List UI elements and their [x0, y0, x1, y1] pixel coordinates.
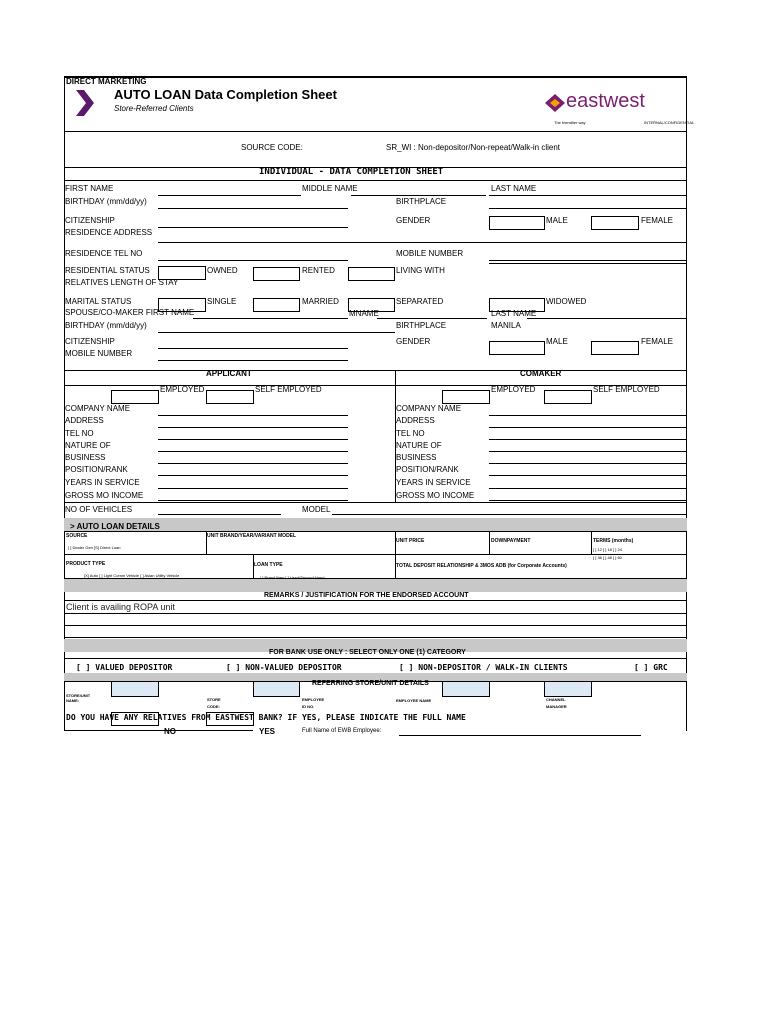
comaker-gross-field[interactable] [489, 500, 686, 501]
product-type-label: PRODUCT TYPE [66, 561, 106, 567]
residence-address-field[interactable] [158, 242, 686, 243]
female-label: FEMALE [641, 216, 674, 225]
spouse-first-name-label: SPOUSE/CO-MAKER FIRST NAME [65, 308, 195, 317]
source-options[interactable]: [ ] Dealer Gen [S] Direct Loan [68, 545, 121, 550]
comaker-years-field[interactable] [489, 488, 686, 489]
spouse-mname-field[interactable] [377, 318, 487, 319]
applicant-employed-label: EMPLOYED [160, 385, 205, 394]
total-deposit-label: TOTAL DEPOSIT RELATIONSHIP & 3MOS ADB (for Corporate Accounts) [396, 563, 567, 569]
grc-option[interactable]: [ ] GRC [634, 663, 668, 672]
citizenship-field[interactable] [158, 227, 348, 228]
spouse-first-name-field[interactable] [193, 318, 348, 319]
bank-use-header: FOR BANK USE ONLY : SELECT ONLY ONE (1) CATEGORY [269, 649, 466, 656]
years-service-label: YEARS IN SERVICE [65, 478, 140, 487]
address-label: ADDRESS [65, 416, 104, 425]
manager-label: MANAGER [546, 704, 567, 709]
brand-logo: eastwest [566, 90, 645, 112]
non-valued-depositor-option[interactable]: [ ] NON-VALUED DEPOSITOR [226, 663, 342, 672]
non-depositor-option[interactable]: [ ] NON-DEPOSITOR / WALK-IN CLIENTS [399, 663, 568, 672]
comaker-position-field[interactable] [489, 475, 686, 476]
brand-tagline: The friendlier way [554, 120, 586, 125]
terms-label: TERMS (months) [593, 538, 634, 544]
comaker-employed-label: EMPLOYED [491, 385, 536, 394]
cell-divider [489, 531, 490, 554]
vehicles-field[interactable] [158, 514, 281, 515]
form-title: AUTO LOAN Data Completion Sheet [114, 87, 337, 102]
business-label: BUSINESS [65, 453, 106, 462]
applicant-employed-checkbox[interactable] [111, 390, 159, 404]
gross-field[interactable] [158, 500, 348, 501]
divider [64, 613, 687, 614]
spouse-mobile-field[interactable] [158, 360, 348, 361]
eastwest-diamond-icon [544, 93, 566, 113]
comaker-nature-label: NATURE OF [396, 441, 442, 450]
tel-no-label: TEL NO [65, 429, 94, 438]
residential-status-label: RESIDENTIAL STATUS [65, 266, 150, 275]
unit-brand-label: UNIT BRAND/YEAR/VARIANT MODEL [207, 533, 297, 539]
model-field[interactable] [332, 514, 686, 515]
comaker-nature-field[interactable] [489, 451, 686, 452]
store-unit-label: STORE/UNIT [66, 693, 91, 698]
applicant-self-employed-checkbox[interactable] [206, 390, 254, 404]
married-label: MARRIED [302, 297, 339, 306]
chevron-logo-icon [74, 88, 96, 118]
bottom-border [64, 730, 253, 731]
employee-name-label: EMPLOYEE NAME [396, 698, 432, 703]
relatives-yes-label: YES [259, 727, 276, 736]
years-field[interactable] [158, 488, 348, 489]
residence-tel-label: RESIDENCE TEL NO [65, 249, 143, 258]
relatives-question: DO YOU HAVE ANY RELATIVES FROM EASTWEST BANK? IF YES, PLEASE INDICATE THE FULL NAME [66, 713, 466, 722]
comaker-company-field[interactable] [489, 415, 686, 416]
employee-label: EMPLOYEE [302, 697, 325, 702]
employee-name-field[interactable] [442, 681, 490, 697]
applicant-self-employed-label: SELF EMPLOYED [255, 385, 322, 394]
divider [64, 625, 687, 626]
full-name-field[interactable] [399, 735, 641, 736]
living-with-checkbox[interactable] [348, 267, 395, 281]
name-label: NAME: [66, 698, 80, 703]
tel-no-field[interactable] [158, 439, 348, 440]
living-with-field[interactable] [489, 263, 686, 264]
model-label: MODEL [302, 505, 331, 514]
comaker-position-label: POSITION/RANK [396, 465, 459, 474]
position-label: POSITION/RANK [65, 465, 128, 474]
male-checkbox[interactable] [489, 216, 545, 230]
right-border [686, 76, 687, 731]
valued-depositor-option[interactable]: [ ] VALUED DEPOSITOR [76, 663, 173, 672]
division-label: DIRECT MARKETING [66, 77, 147, 86]
married-checkbox[interactable] [253, 298, 300, 312]
comaker-employed-checkbox[interactable] [442, 390, 490, 404]
store-code-field[interactable] [253, 681, 300, 697]
relatives-no-checkbox[interactable] [111, 712, 159, 726]
divider [64, 502, 687, 503]
spouse-male-checkbox[interactable] [489, 341, 545, 355]
top-border [64, 76, 687, 78]
address-field[interactable] [158, 427, 348, 428]
gross-income-label: GROSS MO INCOME [65, 491, 144, 500]
code-label: CODE: [207, 704, 220, 709]
divider [64, 131, 687, 132]
comaker-self-employed-label: SELF EMPLOYED [593, 385, 660, 394]
spouse-last-name-label: LAST NAME [491, 309, 537, 318]
last-name-field[interactable] [489, 195, 686, 196]
spouse-birthplace-value: MANILA [491, 321, 521, 330]
comaker-address-label: ADDRESS [396, 416, 435, 425]
store-unit-name-field[interactable] [111, 681, 159, 697]
comaker-tel-label: TEL NO [396, 429, 425, 438]
spouse-gender-label: GENDER [396, 337, 431, 346]
single-label: SINGLE [207, 297, 237, 306]
divider [64, 637, 687, 638]
female-checkbox[interactable] [591, 216, 639, 230]
spouse-birthday-field[interactable] [158, 332, 395, 333]
spouse-citizenship-field[interactable] [158, 348, 348, 349]
channel-manager-field[interactable] [544, 681, 592, 697]
separated-label: SEPARATED [396, 297, 444, 306]
spouse-citizenship-label: CITIZENSHIP [65, 337, 115, 346]
spouse-female-label: FEMALE [641, 337, 674, 346]
divider [64, 600, 687, 601]
store-label: STORE [207, 697, 221, 702]
id-no-label: ID NO. [302, 704, 315, 709]
spouse-birthplace-label: BIRTHPLACE [396, 321, 447, 330]
birthday-field[interactable] [158, 208, 348, 209]
widowed-label: WIDOWED [546, 297, 587, 306]
birthplace-label: BIRTHPLACE [396, 197, 447, 206]
remarks-header: REMARKS / JUSTIFICATION FOR THE ENDORSED ACCOUNT [264, 592, 469, 599]
company-name-label: COMPANY NAME [65, 404, 131, 413]
comaker-self-employed-checkbox[interactable] [544, 390, 592, 404]
source-code-value: SR_WI : Non-depositor/Non-repeat/Walk-in client [386, 143, 560, 152]
spouse-mname-label: MNAME [349, 309, 379, 318]
nature-field[interactable] [158, 451, 348, 452]
loan-type-label: LOAN TYPE [254, 562, 283, 568]
male-label: MALE [546, 216, 568, 225]
business-field[interactable] [158, 463, 348, 464]
channel-label: CHANNEL [546, 697, 566, 702]
section-title: INDIVIDUAL - DATA COMPLETION SHEET [259, 167, 444, 177]
comaker-gross-label: GROSS MO INCOME [396, 491, 475, 500]
company-name-field[interactable] [158, 415, 348, 416]
comaker-business-label: BUSINESS [396, 453, 437, 462]
terms-row-2[interactable]: [ ] 36 [ ] 48 [ ] 60 [593, 555, 622, 560]
divider [64, 180, 687, 181]
divider [64, 531, 687, 532]
position-field[interactable] [158, 475, 348, 476]
middle-name-field[interactable] [351, 195, 486, 196]
comaker-business-field[interactable] [489, 463, 686, 464]
rented-label: RENTED [302, 266, 335, 275]
marital-status-label: MARITAL STATUS [65, 297, 132, 306]
comaker-company-label: COMPANY NAME [396, 404, 462, 413]
divider [64, 554, 687, 555]
owned-label: OWNED [207, 266, 238, 275]
cell-divider [206, 531, 207, 554]
residence-address-label: RESIDENCE ADDRESS [65, 228, 153, 237]
referring-header: REFERRING STORE/UNIT DETAILS [312, 680, 429, 687]
first-name-field[interactable] [158, 195, 301, 196]
divider [64, 370, 687, 371]
last-name-label: LAST NAME [491, 184, 537, 193]
spouse-mobile-label: MOBILE NUMBER [65, 349, 133, 358]
classification-label: INTERNAL/CONFIDENTIAL [644, 120, 695, 125]
spouse-last-name-field[interactable] [527, 318, 686, 319]
spouse-birthday-label: BIRTHDAY (mm/dd/yy) [65, 321, 147, 330]
nature-of-label: NATURE OF [65, 441, 111, 450]
divider [64, 658, 687, 659]
unit-price-label: UNIT PRICE [396, 538, 425, 544]
vehicles-label: NO OF VEHICLES [65, 505, 133, 514]
comaker-tel-field[interactable] [489, 439, 686, 440]
relatives-yes-checkbox[interactable] [206, 712, 254, 726]
cell-divider [591, 531, 592, 554]
comaker-header: COMAKER [520, 369, 562, 378]
residence-tel-field[interactable] [158, 260, 348, 261]
living-with-label: LIVING WITH [396, 266, 445, 275]
citizenship-label: CITIZENSHIP [65, 216, 115, 225]
divider [64, 578, 687, 579]
source-label: SOURCE [66, 533, 88, 539]
birthday-label: BIRTHDAY (mm/dd/yy) [65, 197, 147, 206]
terms-row-1[interactable]: [ ] 12 [ ] 18 [ ] 24 [593, 547, 622, 552]
full-name-label: Full Name of EWB Employee: [302, 728, 382, 734]
rented-checkbox[interactable] [253, 267, 300, 281]
spouse-female-checkbox[interactable] [591, 341, 639, 355]
product-type-options[interactable]: [X] Auto [ ] Light Comm Vehicle [ ] Asian Utility Vehicle [84, 573, 180, 578]
remarks-text[interactable]: Client is availing ROPA unit [66, 602, 175, 612]
spouse-male-label: MALE [546, 337, 568, 346]
middle-name-label: MIDDLE NAME [302, 184, 358, 193]
birthplace-field[interactable] [489, 208, 686, 209]
mobile-number-label: MOBILE NUMBER [396, 249, 464, 258]
gender-label: GENDER [396, 216, 431, 225]
comaker-address-field[interactable] [489, 427, 686, 428]
relatives-no-label: NO [164, 727, 176, 736]
first-name-label: FIRST NAME [65, 184, 114, 193]
remarks-header-bg [64, 578, 687, 592]
relatives-length-label: RELATIVES LENGTH OF STAY [65, 278, 179, 287]
cell-divider [395, 531, 396, 554]
form-sheet [64, 76, 695, 736]
downpayment-label: DOWNPAYMENT [491, 538, 531, 544]
form-subtitle: Store-Referred Clients [114, 104, 194, 113]
mobile-number-field[interactable] [489, 260, 686, 261]
auto-loan-header: > AUTO LOAN DETAILS [70, 522, 160, 531]
applicant-header: APPLICANT [206, 369, 252, 378]
source-code-label: SOURCE CODE: [241, 143, 303, 152]
comaker-years-label: YEARS IN SERVICE [396, 478, 471, 487]
